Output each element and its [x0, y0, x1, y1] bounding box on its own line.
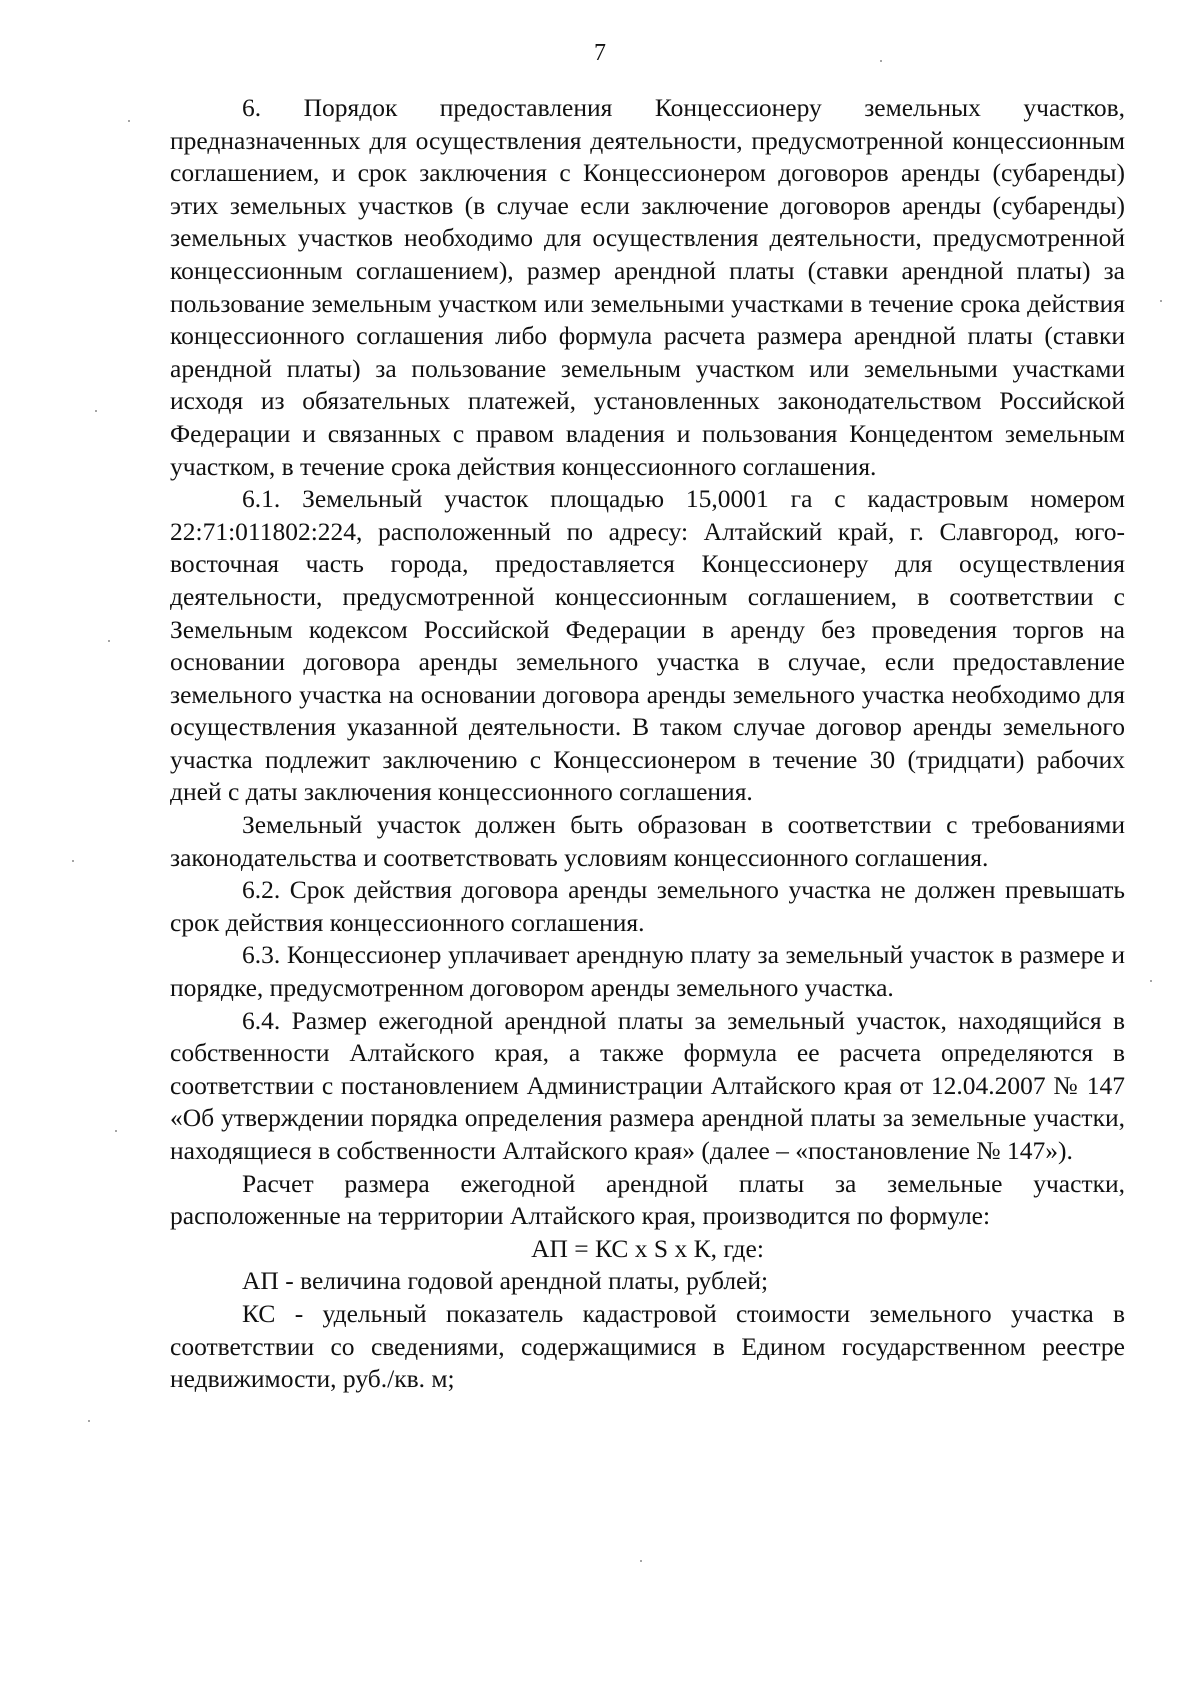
paragraph-6: 6. Порядок предоставления Концессионеру земельных участков, предназначенных для осуществления деятельности, предусмотренной концессионным соглашением, и срок заключения с Концессионером договоров аренды (субаренды) этих земельных участков (в случае если заключение договоров аренды (субаренды) земельных участков необходимо для осуществления деятельности, предусмотренной концессионным соглашением), размер арендной платы (ставки арендной платы) за пользование земельным участком или земельными участками в течение срока действия концессионного соглашения либо формула расчета размера арендной платы (ставки арендной платы) за пользование земельным участком или земельными участками исходя из обязательных платежей, установленных законодательством Российской Федерации и связанных с правом владения и пользования Концедентом земельным участком, в течение срока действия концессионного соглашения. — [170, 93, 1125, 481]
scan-speck — [128, 120, 130, 122]
paragraph-6-1-land-formation: Земельный участок должен быть образован в соответствии с требованиями законодательства и соответствовать условиям концессионного соглашения. — [170, 810, 1125, 872]
page-number: 7 — [594, 40, 606, 66]
scan-speck — [640, 1560, 642, 1562]
scan-speck — [72, 860, 74, 862]
rent-formula: АП = КС x S x К, где: — [531, 1233, 764, 1263]
document-body — [170, 92, 1125, 1396]
paragraph-6-1: 6.1. Земельный участок площадью 15,0001 га с кадастровым номером 22:71:011802:224, расположенный по адресу: Алтайский край, г. Славгород, юго-восточная часть города, предоставляется Концессионеру для осуществления деятельности, предусмотренной концессионным соглашением, в соответствии с Земельным кодексом Российской Федерации в аренду без проведения торгов на основании договора аренды земельного участка в случае, если предоставление земельного участка на основании договора аренды земельного участка необходимо для осуществления указанной деятельности. В таком случае договор аренды земельного участка подлежит заключению с Концессионером в течение 30 (тридцати) рабочих дней с даты заключения концессионного соглашения. — [170, 484, 1125, 807]
paragraph-6-4: 6.4. Размер ежегодной арендной платы за земельный участок, находящийся в собственности Алтайского края, а также формула ее расчета определяются в соответствии с постановлением Администрации Алтайского края от 12.04.2007 № 147 «Об утверждении порядка определения размера арендной платы за земельные участки, находящиеся в собственности Алтайского края» (далее – «постановление № 147»). — [170, 1005, 1125, 1165]
definition-ap: АП - величина годовой арендной платы, рублей; — [242, 1266, 769, 1296]
scan-speck — [88, 1420, 90, 1422]
scan-speck — [1150, 980, 1152, 982]
paragraph-6-2: 6.2. Срок действия договора аренды земельного участка не должен превышать срок действия концессионного соглашения. — [170, 875, 1125, 937]
paragraph-calculation-intro: Расчет размера ежегодной арендной платы за земельные участки, расположенные на территории Алтайского края, производится по формуле: — [170, 1168, 1125, 1231]
paragraph-6-3: 6.3. Концессионер уплачивает арендную плату за земельный участок в размере и порядке, предусмотренном договором аренды земельного участка. — [170, 940, 1125, 1003]
scan-speck — [108, 640, 110, 642]
scan-speck — [95, 410, 97, 412]
definition-ks: КС - удельный показатель кадастровой стоимости земельного участка в соответствии со сведениями, содержащимися в Едином государственном реестре недвижимости, руб./кв. м; — [170, 1298, 1125, 1394]
scan-speck — [880, 60, 882, 62]
scan-speck — [1160, 300, 1162, 302]
scan-speck — [115, 1130, 117, 1132]
